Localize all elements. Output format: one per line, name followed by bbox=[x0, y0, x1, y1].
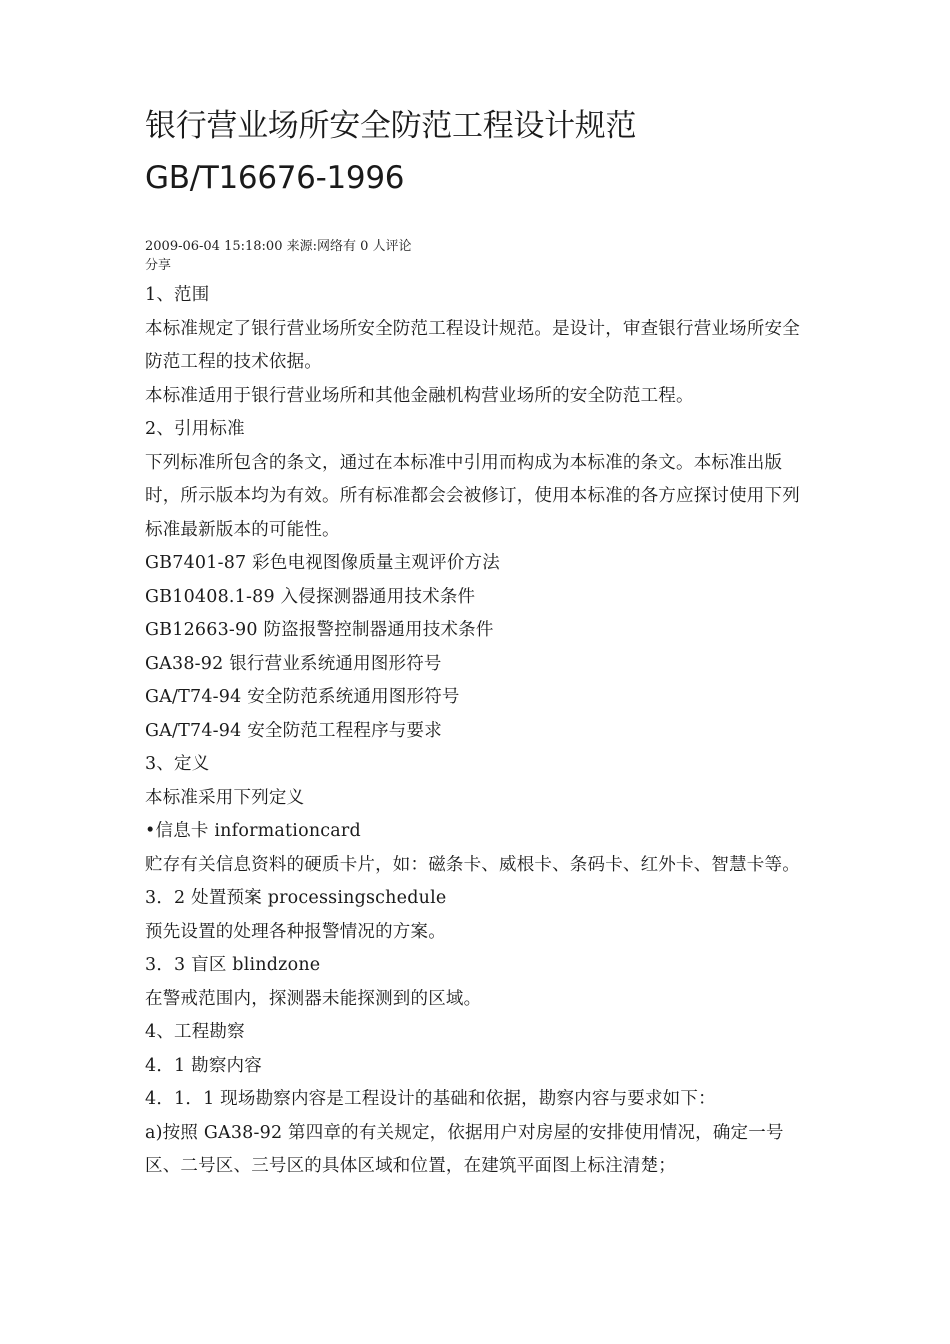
section-4-heading: 4、工程勘察 bbox=[145, 1022, 245, 1042]
document-page bbox=[145, 100, 815, 1184]
standard-reference: GA/T74-94 安全防范系统通用图形符号 bbox=[145, 687, 460, 707]
standard-reference: GA/T74-94 安全防范工程程序与要求 bbox=[145, 720, 442, 741]
definition-term: •信息卡 informationcard bbox=[145, 821, 361, 841]
paragraph: 4．1．1 现场勘察内容是工程设计的基础和依据，勘察内容与要求如下： bbox=[145, 1089, 716, 1109]
standard-reference: GB7401-87 彩色电视图像质量主观评价方法 bbox=[145, 553, 500, 573]
standard-reference: GB12663-90 防盗报警控制器通用技术条件 bbox=[145, 620, 494, 640]
paragraph: 本标准采用下列定义 bbox=[145, 787, 305, 808]
title-line-2: GB/T16676-1996 bbox=[145, 160, 405, 196]
subsection-heading: 4．1 勘察内容 bbox=[145, 1055, 262, 1076]
share-label: 分享 bbox=[145, 258, 172, 273]
standard-reference: GA38-92 银行营业系统通用图形符号 bbox=[145, 653, 442, 674]
document-body bbox=[145, 279, 815, 1184]
document-meta bbox=[145, 237, 815, 275]
section-2-heading: 2、引用标准 bbox=[145, 419, 245, 439]
standard-reference: GB10408.1-89 入侵探测器通用技术条件 bbox=[145, 586, 476, 607]
paragraph: 本标准适用于银行营业场所和其他金融机构营业场所的安全防范工程。 bbox=[145, 385, 694, 406]
section-1-heading: 1、范围 bbox=[145, 285, 210, 305]
paragraph: 贮存有关信息资料的硬质卡片，如：磁条卡、威根卡、条码卡、红外卡、智慧卡等。 bbox=[145, 854, 800, 875]
paragraph: 预先设置的处理各种报警情况的方案。 bbox=[145, 921, 446, 942]
paragraph: 下列标准所包含的条文，通过在本标准中引用而构成为本标准的条文。本标准出版时，所示版本均为有效。所有标准都会会被修订，使用本标准的各方应探讨使用下列标准最新版本的可能性。 bbox=[145, 452, 800, 540]
definition-term: 3．2 处置预案 processingschedule bbox=[145, 888, 447, 908]
section-3-heading: 3、定义 bbox=[145, 754, 210, 774]
paragraph: a)按照 GA38-92 第四章的有关规定，依据用户对房屋的安排使用情况，确定一号区、二号区、三号区的具体区域和位置，在建筑平面图上标注清楚； bbox=[145, 1122, 784, 1176]
document-title bbox=[145, 100, 815, 204]
title-line-1: 银行营业场所安全防范工程设计规范 bbox=[145, 108, 637, 144]
paragraph: 本标准规定了银行营业场所安全防范工程设计规范。是设计，审查银行营业场所安全防范工程的技术依据。 bbox=[145, 318, 800, 372]
definition-term: 3．3 盲区 blindzone bbox=[145, 955, 321, 975]
paragraph: 在警戒范围内，探测器未能探测到的区域。 bbox=[145, 988, 482, 1009]
meta-line: 2009-06-04 15:18:00 来源:网络有 0 人评论 bbox=[145, 239, 412, 254]
